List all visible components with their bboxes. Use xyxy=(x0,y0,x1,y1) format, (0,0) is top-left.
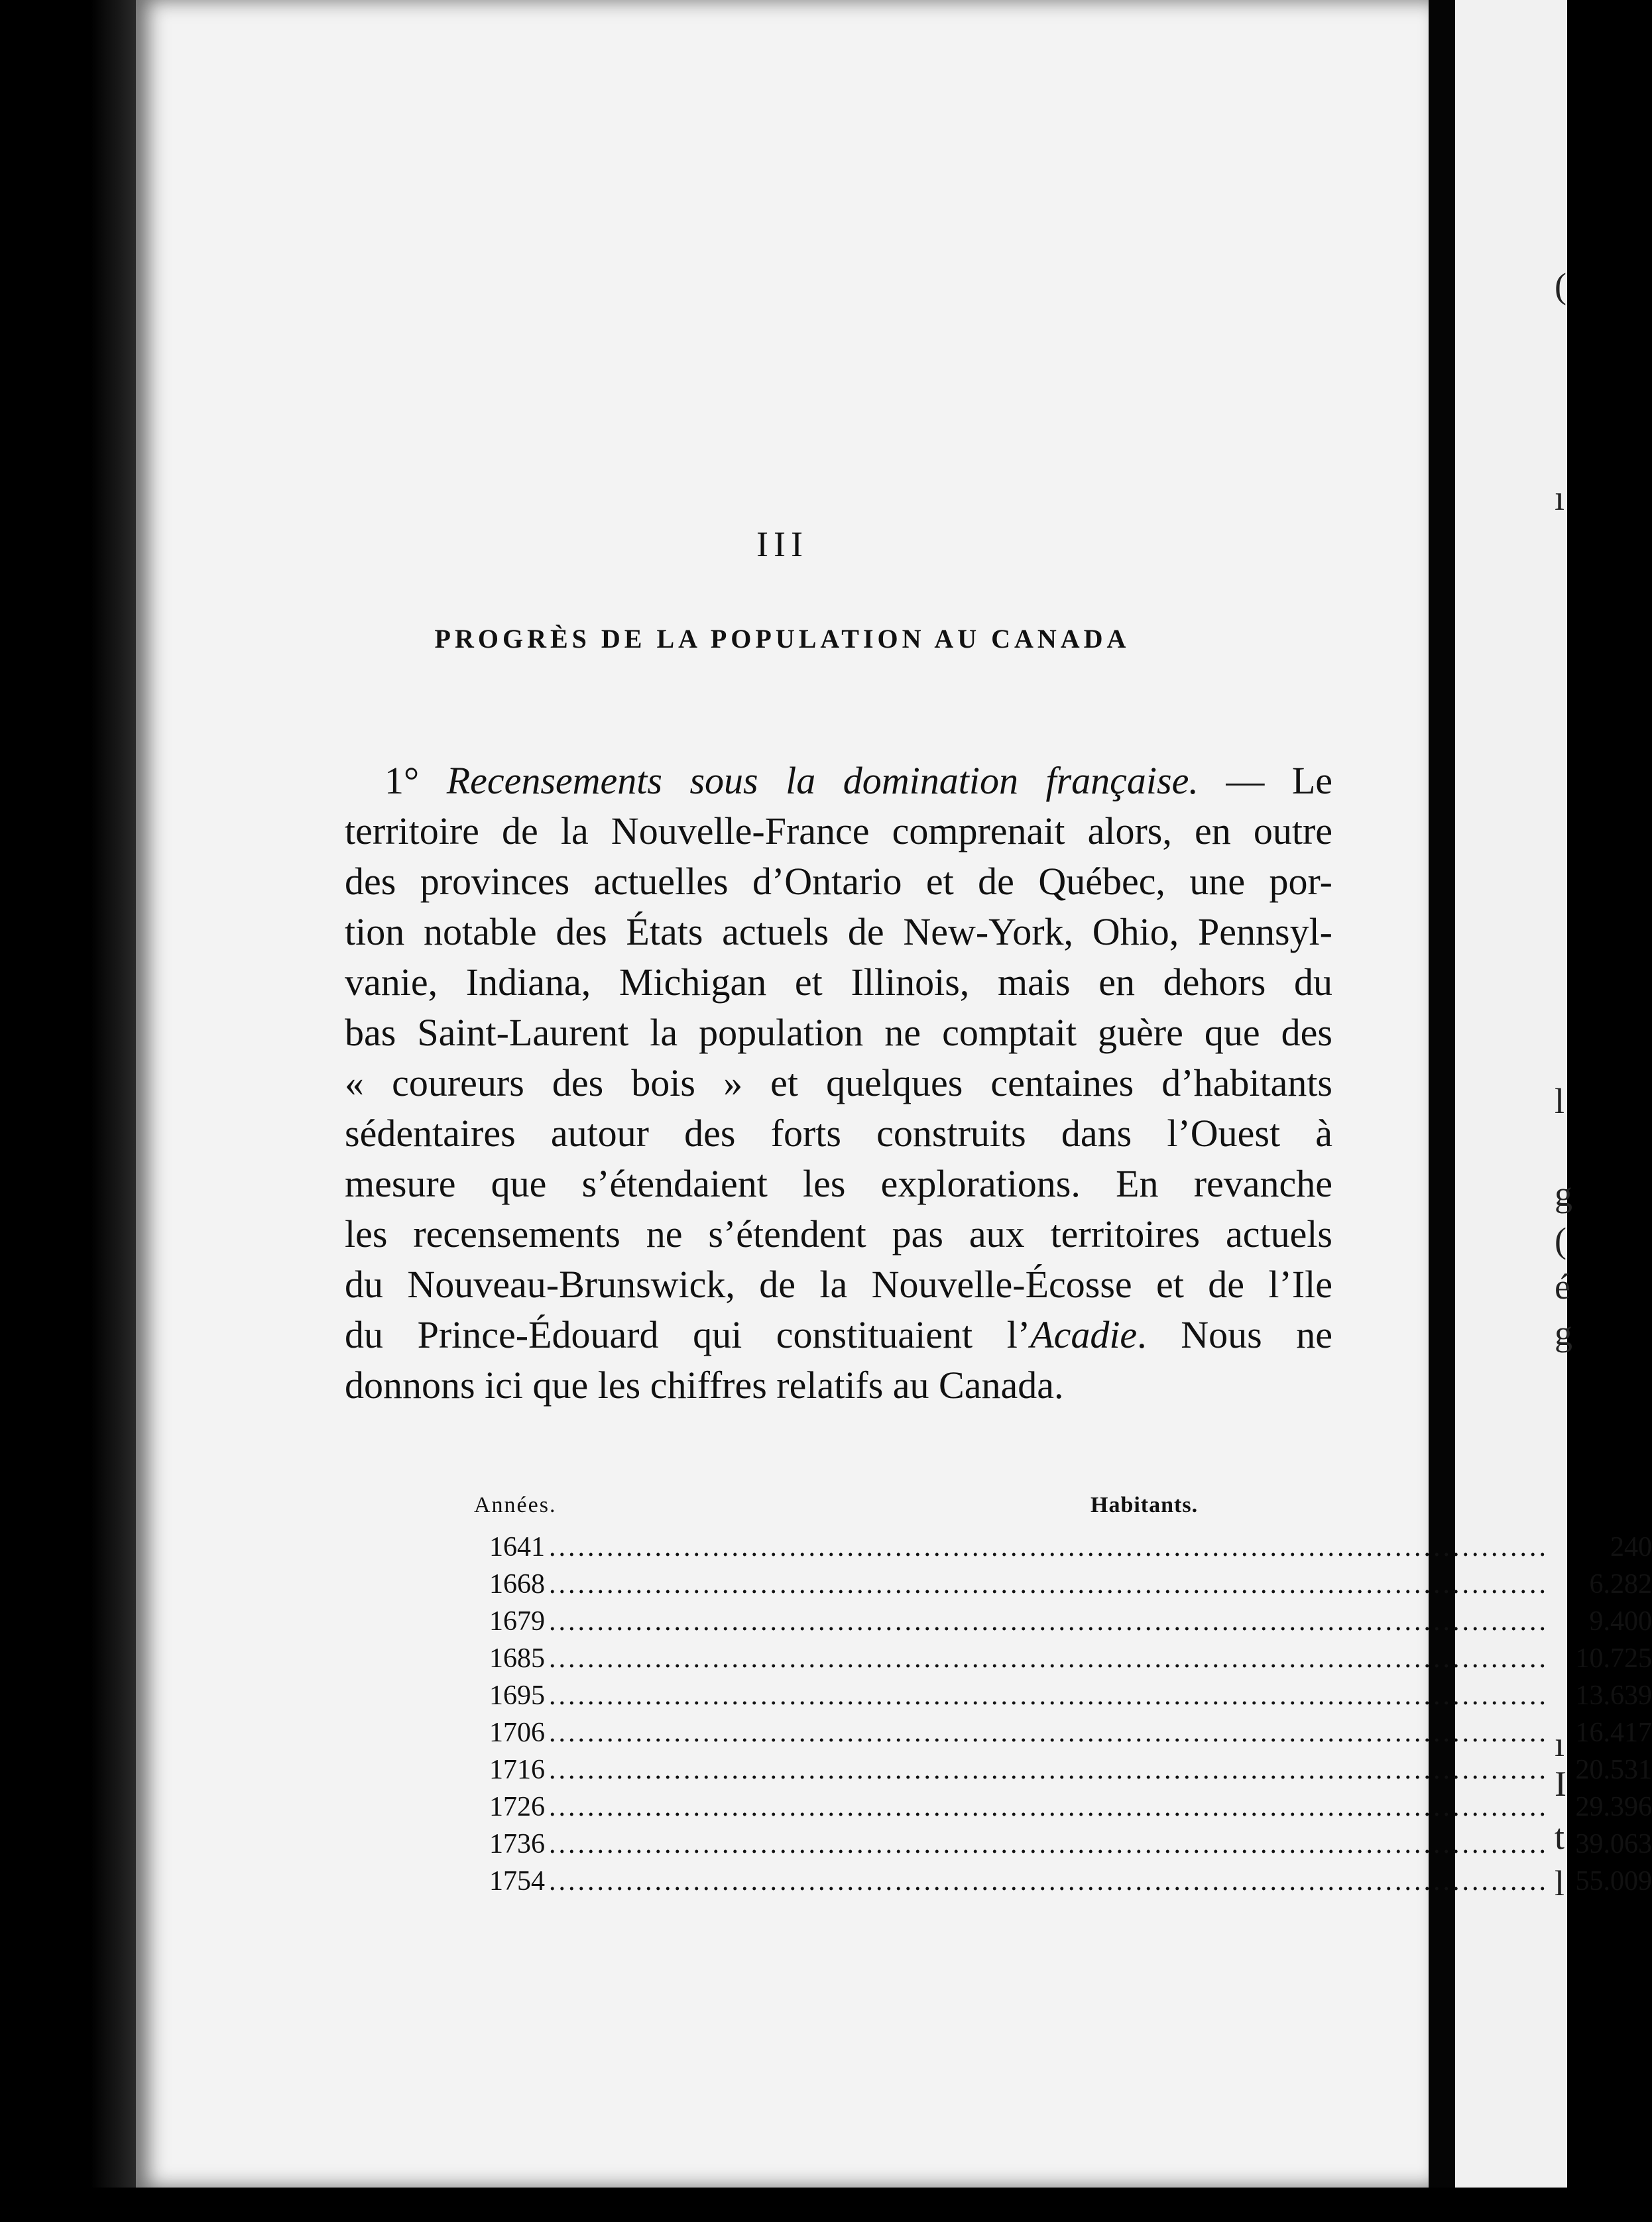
population-cell: 6.282 xyxy=(1589,1569,1652,1600)
dot-leader xyxy=(549,1643,1549,1674)
italic-term: Acadie xyxy=(1030,1313,1138,1356)
adjacent-page-glyph: g xyxy=(1555,1313,1572,1353)
paragraph-line-4: tion notable des États actuels de New-York, Ohio, Pennsyl- xyxy=(345,910,1332,953)
paragraph-line-10: les recensements ne s’étendent pas aux territoires actuels xyxy=(345,1212,1332,1256)
paragraph-line-2: territoire de la Nouvelle-France comprenait alors, en outre xyxy=(345,809,1332,852)
population-cell: 16.417 xyxy=(1575,1718,1652,1748)
year-cell: 1716 xyxy=(489,1755,545,1785)
table-row xyxy=(489,1568,1652,1606)
year-cell: 1726 xyxy=(489,1792,545,1822)
table-row xyxy=(489,1531,1652,1568)
year-cell: 1685 xyxy=(489,1643,545,1674)
paragraph-line-1 xyxy=(345,756,1332,806)
paragraph-line-9: mesure que s’étendaient les explorations. En revanche xyxy=(345,1162,1332,1205)
population-cell: 39.063 xyxy=(1575,1829,1652,1859)
paragraph-line-3: des provinces actuelles d’Ontario et de Québec, une por- xyxy=(345,860,1332,903)
line-text: . Nous ne xyxy=(1137,1313,1332,1356)
paragraph-line-12 xyxy=(345,1310,1332,1360)
dot-leader xyxy=(549,1717,1549,1749)
adjacent-page-glyph: t xyxy=(1555,1817,1565,1857)
dot-leader xyxy=(549,1865,1549,1897)
line-text: du Prince-Édouard qui constituaient l’ xyxy=(345,1313,1031,1356)
adjacent-page-glyph: ı xyxy=(1555,1724,1565,1764)
population-cell: 240 xyxy=(1610,1532,1652,1562)
chapter-title: PROGRÈS DE LA POPULATION AU CANADA xyxy=(434,624,1130,654)
scan-bottom-edge xyxy=(0,2188,1567,2222)
adjacent-page-glyph: é xyxy=(1555,1267,1570,1307)
adjacent-page-glyph: ( xyxy=(1555,1220,1566,1260)
dot-leader xyxy=(549,1680,1549,1712)
year-cell: 1695 xyxy=(489,1680,545,1711)
paragraph-line-11: du Nouveau-Brunswick, de la Nouvelle-Écosse et de l’Ile xyxy=(345,1263,1332,1306)
book-binding-edge xyxy=(0,0,151,2222)
adjacent-page-glyph: ( xyxy=(1555,266,1566,306)
population-cell: 13.639 xyxy=(1575,1680,1652,1711)
population-cell: 20.531 xyxy=(1575,1755,1652,1785)
census-table xyxy=(489,1531,1652,1902)
section-heading: Recensements sous la domination française. xyxy=(446,759,1199,802)
table-row xyxy=(489,1680,1652,1717)
table-row xyxy=(489,1828,1652,1865)
body-paragraph xyxy=(345,756,1332,1411)
section-marker: 1° xyxy=(384,759,447,802)
table-row xyxy=(489,1717,1652,1754)
year-cell: 1641 xyxy=(489,1532,545,1562)
table-header-population: Habitants. xyxy=(1091,1493,1199,1517)
adjacent-page-glyph: ı xyxy=(1555,478,1565,518)
paragraph-line-8: sédentaires autour des forts construits dans l’Ouest à xyxy=(345,1112,1332,1155)
dot-leader xyxy=(549,1531,1549,1563)
table-row xyxy=(489,1606,1652,1643)
adjacent-page-glyph: l xyxy=(1555,1863,1565,1903)
population-cell: 29.396 xyxy=(1575,1792,1652,1822)
population-cell: 9.400 xyxy=(1589,1606,1652,1637)
dot-leader xyxy=(549,1606,1549,1637)
paragraph-line-13: donnons ici que les chiffres relatifs au Canada. xyxy=(345,1364,1064,1407)
adjacent-page-glyph: I xyxy=(1555,1764,1566,1804)
dot-leader xyxy=(549,1791,1549,1823)
population-cell: 55.009 xyxy=(1575,1866,1652,1897)
table-row xyxy=(489,1754,1652,1791)
paragraph-line-7: « coureurs des bois » et quelques centaines d’habitants xyxy=(345,1061,1332,1104)
population-cell: 10.725 xyxy=(1575,1643,1652,1674)
dot-leader xyxy=(549,1568,1549,1600)
adjacent-page-glyph: l xyxy=(1555,1081,1565,1121)
chapter-number: III xyxy=(756,524,808,564)
table-row xyxy=(489,1865,1652,1902)
year-cell: 1679 xyxy=(489,1606,545,1637)
line-text: — Le xyxy=(1198,759,1332,802)
paragraph-line-6: bas Saint-Laurent la population ne comptait guère que des xyxy=(345,1011,1332,1054)
year-cell: 1668 xyxy=(489,1569,545,1600)
dot-leader xyxy=(549,1754,1549,1786)
table-row xyxy=(489,1643,1652,1680)
table-header-years: Années. xyxy=(474,1493,557,1517)
adjacent-page-glyph: g xyxy=(1555,1174,1572,1214)
paragraph-line-5: vanie, Indiana, Michigan et Illinois, mais en dehors du xyxy=(345,961,1332,1004)
dot-leader xyxy=(549,1828,1549,1860)
year-cell: 1706 xyxy=(489,1718,545,1748)
table-row xyxy=(489,1791,1652,1828)
year-cell: 1754 xyxy=(489,1866,545,1897)
year-cell: 1736 xyxy=(489,1829,545,1859)
